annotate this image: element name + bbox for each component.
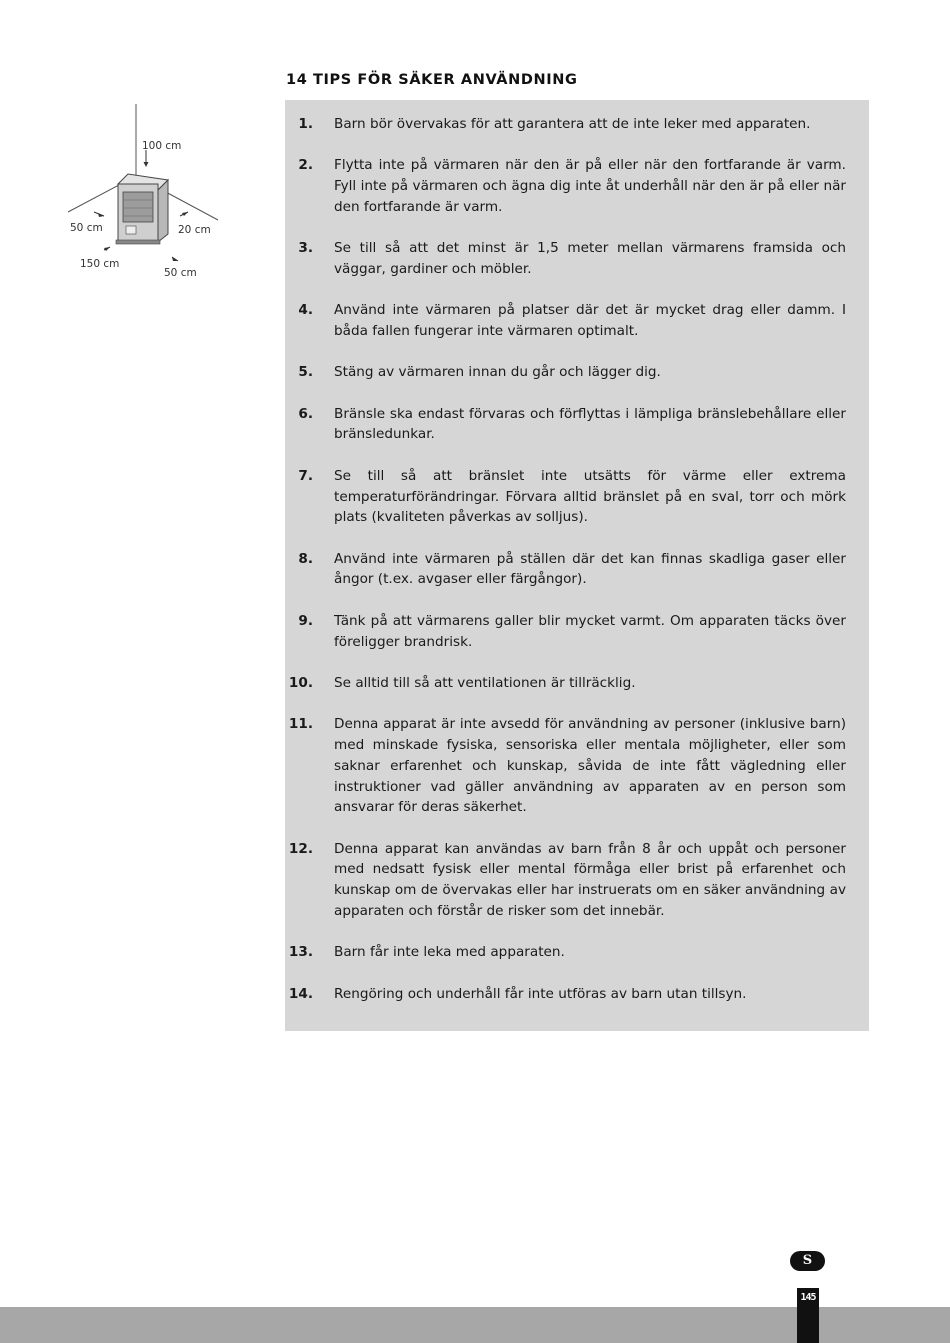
tip-number: 13. [288,944,313,961]
tip-text: Barn bör övervakas för att garantera att de inte leker med apparaten. [334,116,811,132]
tip-number: 5. [298,364,313,381]
page-number: 145 [800,1292,816,1303]
language-badge: S [790,1251,825,1271]
tips-panel [285,100,869,1031]
tip-number: 14. [288,985,313,1002]
tip-text: Se alltid till så att ventilationen är tillräcklig. [334,674,636,691]
tip-text: Använd inte värmaren på ställen där det kan finnas skadliga gaser eller ångor (t.ex. avgaser eller färgångor). [334,550,846,588]
tip-item [285,238,869,280]
tip-item [285,466,869,528]
tip-number: 12. [288,840,313,857]
tip-text: Barn får inte leka med apparaten. [334,944,565,961]
tip-text: Se till så att det minst är 1,5 meter mellan värmarens framsida och väggar, gardiner och möbler. [334,240,846,277]
tip-item [285,673,869,694]
tip-number: 4. [298,302,313,319]
tip-item [285,549,869,591]
tip-text: Rengöring och underhåll får inte utföras av barn utan tillsyn. [334,985,747,1002]
tip-item [285,839,869,922]
tip-text: Tänk på att värmarens galler blir mycket varmt. Om apparaten täcks över föreligger brandrisk. [334,612,846,650]
tip-text: Denna apparat är inte avsedd för användning av personer (inklusive barn) med minskade fysiska, sensoriska eller mentala möjligheter, eller som saknar erfarenhet och kunskap, såvida de inte fått vägledning eller instruktioner vad gäller användning av apparaten av en person som ansvarar för deras säkerhet. [334,716,846,816]
tip-number: 10. [288,674,313,691]
tip-item [285,714,869,818]
tip-item [285,942,869,963]
tip-item [285,300,869,342]
tip-item [285,155,869,217]
label-right: 20 cm [178,224,211,236]
heater-clearance-diagram [60,104,230,284]
label-top: 100 cm [142,140,182,152]
tip-number: 3. [298,240,313,257]
tip-item [285,114,869,135]
label-left: 50 cm [70,222,103,234]
tip-item [285,362,869,383]
tip-number: 7. [298,467,313,484]
label-front: 150 cm [80,258,120,270]
tip-number: 6. [298,405,313,422]
tip-number: 8. [298,550,313,567]
tip-item [285,984,869,1005]
tip-item [285,611,869,653]
tips-list [285,114,869,1025]
label-bottom: 50 cm [164,267,197,279]
tip-text: Bränsle ska endast förvaras och förflyttas i lämpliga bränslebehållare eller bränsledunkar. [334,405,846,443]
section-title: 14 TIPS FÖR SÄKER ANVÄNDNING [286,72,578,88]
tip-text: Denna apparat kan användas av barn från 8 år och uppåt och personer med nedsatt fysisk eller mental förmåga eller brist på erfarenhet och kunskap om de övervakas eller har instruerats om en säker användning av apparaten och förstår de risker som det innebär. [334,840,846,920]
tip-text: Flytta inte på värmaren när den är på eller när den fortfarande är varm. Fyll inte på värmaren och ägna dig inte åt underhåll när den är på eller när den fortfarande är varm. [334,157,846,215]
tip-text: Stäng av värmaren innan du går och lägger dig. [334,364,661,381]
page-number-tab [797,1288,819,1343]
heater-icon [116,174,168,244]
tip-number: 9. [298,612,313,629]
tip-number: 1. [298,116,313,132]
tip-text: Använd inte värmaren på platser där det är mycket drag eller damm. I båda fallen fungerar inte värmaren optimalt. [334,302,846,340]
tip-text: Se till så att bränslet inte utsätts för värme eller extrema temperaturförändringar. Förvara alltid bränslet på en sval, torr och mörk plats (kvaliteten påverkas av solljus). [334,467,846,526]
tip-item [285,404,869,446]
tip-number: 11. [288,716,313,733]
tip-number: 2. [298,157,313,174]
